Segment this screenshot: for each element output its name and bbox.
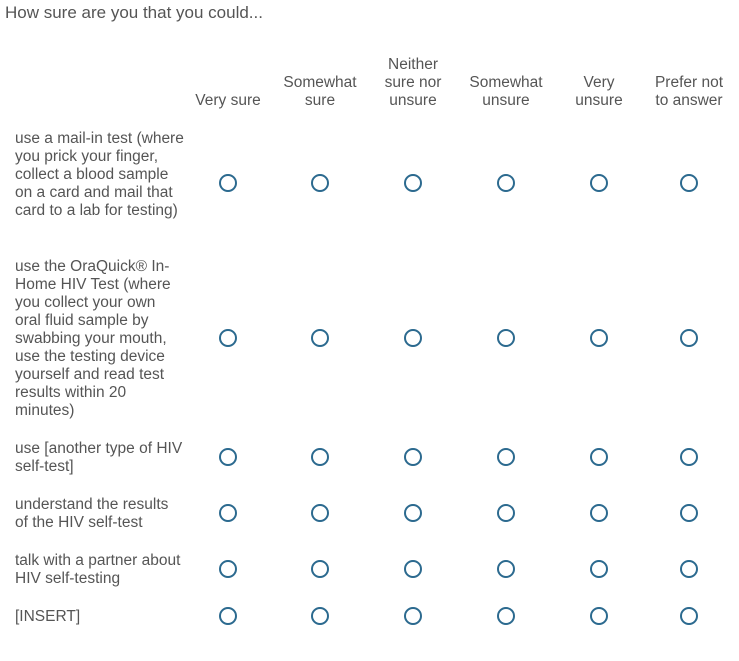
column-header-label: Neither sure nor unsure <box>384 56 442 109</box>
radio-row4-neither[interactable] <box>404 504 422 522</box>
radio-row4-very-sure[interactable] <box>219 504 237 522</box>
radio-row5-very-sure[interactable] <box>219 560 237 578</box>
radio-row1-neither[interactable] <box>404 174 422 192</box>
radio-row1-prefer-not[interactable] <box>680 174 698 192</box>
row-label-1: use a mail-in test (where you prick your finger, collect a blood sample on a card and mail that card to a lab for testing) <box>15 130 184 219</box>
row-label-3: use [another type of HIV self-test] <box>15 440 183 475</box>
radio-row1-somewhat-unsure[interactable] <box>497 174 515 192</box>
radio-row6-prefer-not[interactable] <box>680 607 698 625</box>
row-label-6: [INSERT] <box>15 608 81 625</box>
radio-row2-somewhat-unsure[interactable] <box>497 329 515 347</box>
column-header-somewhat-sure <box>272 0 368 110</box>
column-header-label: Prefer not to answer <box>654 74 724 109</box>
radio-row6-very-unsure[interactable] <box>590 607 608 625</box>
radio-row3-neither[interactable] <box>404 448 422 466</box>
radio-row1-very-unsure[interactable] <box>590 174 608 192</box>
column-header-very-sure <box>180 0 276 110</box>
row-label-4: understand the results of the HIV self-test <box>15 496 169 531</box>
radio-row2-prefer-not[interactable] <box>680 329 698 347</box>
radio-row4-very-unsure[interactable] <box>590 504 608 522</box>
column-header-label: Somewhat unsure <box>469 74 543 109</box>
radio-row6-somewhat-sure[interactable] <box>311 607 329 625</box>
radio-row5-neither[interactable] <box>404 560 422 578</box>
radio-row5-very-unsure[interactable] <box>590 560 608 578</box>
question-prompt: How sure are you that you could... <box>5 3 263 22</box>
radio-row5-somewhat-unsure[interactable] <box>497 560 515 578</box>
column-header-label: Very sure <box>195 92 261 109</box>
radio-row2-very-unsure[interactable] <box>590 329 608 347</box>
radio-row2-somewhat-sure[interactable] <box>311 329 329 347</box>
column-header-label: Somewhat sure <box>283 74 357 109</box>
column-header-neither <box>365 0 461 110</box>
column-header-label: Very unsure <box>575 74 623 109</box>
row-label-5: talk with a partner about HIV self-testing <box>15 552 181 587</box>
radio-row5-somewhat-sure[interactable] <box>311 560 329 578</box>
radio-row4-somewhat-unsure[interactable] <box>497 504 515 522</box>
radio-row6-neither[interactable] <box>404 607 422 625</box>
radio-row3-somewhat-unsure[interactable] <box>497 448 515 466</box>
column-header-somewhat-unsure <box>458 0 554 110</box>
radio-row6-very-sure[interactable] <box>219 607 237 625</box>
radio-row6-somewhat-unsure[interactable] <box>497 607 515 625</box>
radio-row3-prefer-not[interactable] <box>680 448 698 466</box>
radio-row3-somewhat-sure[interactable] <box>311 448 329 466</box>
radio-row1-somewhat-sure[interactable] <box>311 174 329 192</box>
radio-row4-somewhat-sure[interactable] <box>311 504 329 522</box>
radio-row4-prefer-not[interactable] <box>680 504 698 522</box>
column-header-prefer-not <box>641 0 737 110</box>
row-label-2: use the OraQuick® In-Home HIV Test (where you collect your own oral fluid sample by swabbing your mouth, use the testing device yourself and read test results within 20 minutes) <box>15 258 171 419</box>
radio-row2-very-sure[interactable] <box>219 329 237 347</box>
radio-row2-neither[interactable] <box>404 329 422 347</box>
radio-row1-very-sure[interactable] <box>219 174 237 192</box>
radio-row3-very-unsure[interactable] <box>590 448 608 466</box>
column-header-very-unsure <box>551 0 647 110</box>
radio-row3-very-sure[interactable] <box>219 448 237 466</box>
radio-row5-prefer-not[interactable] <box>680 560 698 578</box>
